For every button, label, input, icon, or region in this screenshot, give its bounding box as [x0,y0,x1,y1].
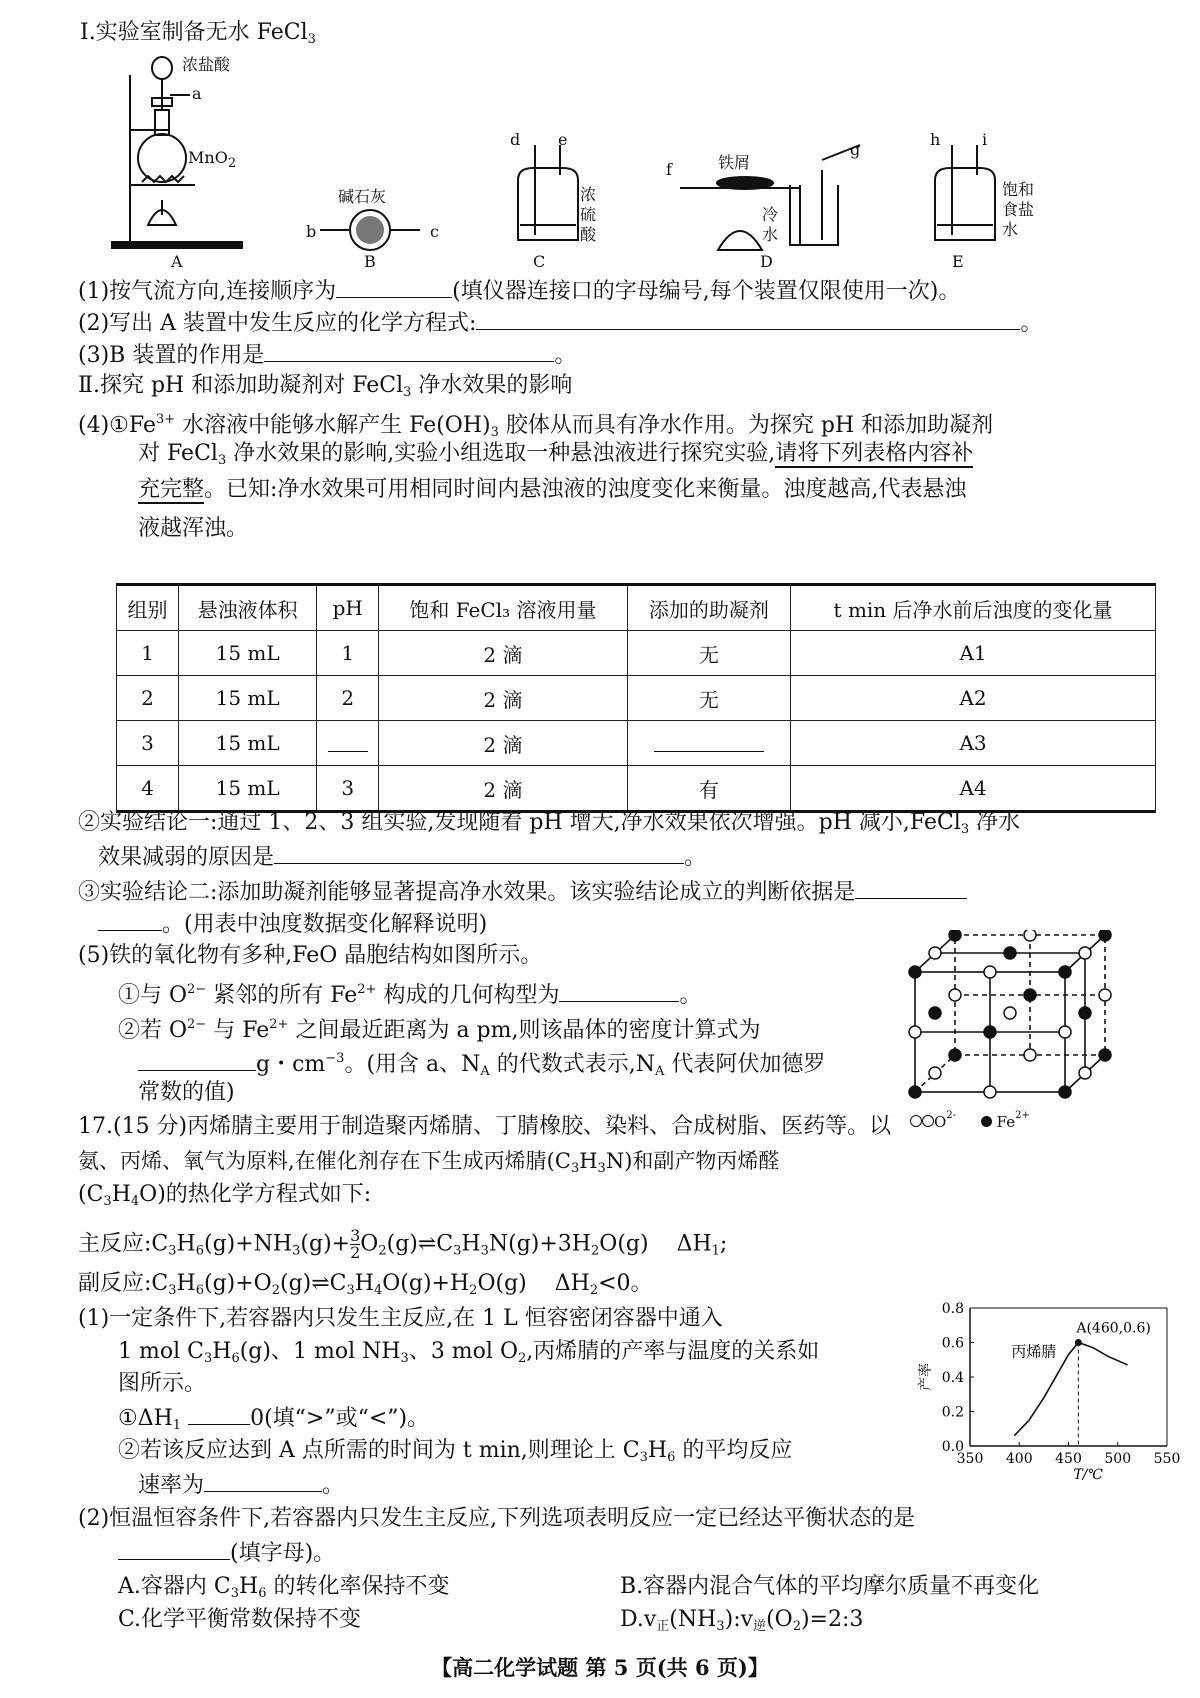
label-E: E [952,252,964,271]
table-cell: 无 [627,676,790,721]
answer-blank-1[interactable] [336,275,452,298]
x-tick-label: 500 [1104,1451,1132,1467]
label-b: b [306,222,317,241]
label-soda-lime: 碱石灰 [338,187,387,206]
table-cell: 有 [627,766,790,812]
table-cell-blank[interactable] [317,721,379,766]
question-1: (1)按气流方向,连接顺序为 (填仪器连接口的字母编号,每个装置仅限使用一次)。 [78,275,960,307]
table-row [117,721,1156,766]
answer-blank-c2[interactable] [855,876,967,899]
answer-blank-2[interactable] [476,307,1020,330]
table-cell: 15 mL [179,676,317,721]
soda-lime-fill [356,216,384,244]
o-legend-icon [922,1115,934,1127]
q17-1-line-2: 1 mol $C_3H_6(g)$、1 mol $NH_3$、3 mol $O_2$,丙烯腈的产率与温度的关系如 [118,1339,820,1366]
table-cell: 1 [117,631,179,676]
label-conc-h2so4: 浓 硫 酸 [580,185,597,244]
option-a: A.容器内 $C_3H_6$ 的转化率保持不变 [118,1574,450,1601]
q17-1-b-line-2: 速率为 。 [138,1469,344,1501]
side-reaction: 副反应$:C_3H_6(g)+O_2(g)\rightleftharpoons C_3H_4O(g)+H_2O(g)$ $\Delta H_2<0$。 [78,1271,653,1298]
label-A: A [171,252,183,271]
q4-line-1: $(4)①Fe^{3+}$ 水溶液中能够水解产生 $Fe(OH)_3$ 胶体从而具有净水作用。为探究 pH 和添加助凝剂 [78,412,994,440]
table-cell: 2 滴 [379,766,627,812]
q17-2-line-2: (填字母)。 [118,1537,335,1569]
table-header: 组别 [117,585,179,631]
q4-line-3: 充完整。已知:净水效果可用相同时间内悬浊液的浊度变化来衡量。浊度越高,代表悬浊 [138,477,967,502]
annotation-point [1075,1339,1082,1346]
answer-blank-c1[interactable] [274,841,684,864]
fe-legend-icon [981,1116,992,1127]
table-cell: A4 [791,766,1156,812]
experiment-table [116,583,1156,813]
table-cell: 2 滴 [379,721,627,766]
main-reaction: 主反应$:C_3H_6(g)+NH_3(g)+$ $\frac{3}{2}$ $O_2(g)\rightleftharpoons C_3H_3N(g)+3H_2O(g)$ $\Delta H_1$; [78,1226,728,1262]
answer-blank-17-2[interactable] [118,1537,230,1560]
q5-b-line-3: 常数的值) [138,1080,235,1105]
label-cold-water: 冷 水 [762,205,779,244]
answer-blank-q5a[interactable] [559,979,679,1002]
coagulant-answer-blank[interactable] [654,729,764,752]
label-e: e [558,130,568,149]
conclusion-2-line-2: 。(用表中浊度数据变化解释说明) [98,908,487,940]
table-cell: 2 滴 [379,631,627,676]
label-i: i [982,130,988,149]
y-tick-label: 0.2 [941,1404,964,1421]
x-tick-label: 450 [1055,1451,1082,1467]
option-d: $D.v_正(NH_3):v_逆(O_2)=2:3$ [620,1607,864,1634]
q17-1-a: $①\Delta H_1$ 0(填“>”或“<”)。 [118,1402,429,1441]
q5-b-line-2: g・$cm^{-3}$。(用含 a、$N_A$ 的代数式表示$,N_A$ 代表阿伏加德罗 [138,1044,825,1087]
label-f: f [666,160,672,179]
annotation-label: A(460,0.6) [1076,1320,1151,1337]
label-D: D [760,252,773,271]
x-tick-label: 350 [956,1451,984,1467]
table-row [117,631,1156,676]
q17-1-line-1: (1)一定条件下,若容器内只发生主反应,在 1 L 恒容密闭容器中通入 [78,1306,723,1331]
feo-unit-cell-figure [905,930,1125,1105]
table-cell: 15 mL [179,721,317,766]
answer-blank-c2b[interactable] [98,908,162,931]
conclusion-2-line-1: ③实验结论二:添加助凝剂能够显著提高净水效果。该实验结论成立的判断依据是 [78,876,967,908]
y-tick-label: 0.8 [941,1301,964,1317]
label-sat-brine: 饱和 食盐 水 [1002,180,1035,239]
page-footer: 【高二化学试题 第 5 页(共 6 页)】 [431,1655,769,1680]
label-B: B [364,252,376,271]
q4-line-2: 对 FeCl$_3$ 净水效果的影响,实验小组选取一种悬浊液进行探究实验,请将下列表格内容补 [138,441,974,468]
table-cell: A3 [791,721,1156,766]
conclusion-1-line-1: ②实验结论一:通过 1、2、3 组实验,发现随着 pH 增大,净水效果依次增强。pH 减小,FeCl$_3$ 净水 [78,810,1021,837]
table-cell-blank[interactable] [627,721,790,766]
q5-line-1: (5)铁的氧化物有多种,FeO 晶胞结构如图所示。 [78,943,543,968]
q17-1-b-line-1: ②若该反应达到 A 点所需的时间为 t min,则理论上 $C_3H_6$ 的平均反应 [118,1438,793,1465]
y-tick-label: 0.0 [941,1439,964,1455]
answer-blank-17-1b[interactable] [204,1469,322,1492]
section-heading-2: Ⅱ.探究 pH 和添加助凝剂对 FeCl$_3$ 净水效果的影响 [78,373,573,400]
q17-line-3: $(C_3H_4O)$的热化学方程式如下: [78,1182,372,1209]
table-cell: A1 [791,631,1156,676]
q17-line-1: 17.(15 分)丙烯腈主要用于制造聚丙烯腈、丁腈橡胶、染料、合成树脂、医药等。以 [78,1114,892,1139]
x-tick-label: 400 [1005,1451,1033,1467]
q17-2-line-1: (2)恒温恒容条件下,若容器内只发生主反应,下列选项表明反应一定已经达平衡状态的是 [78,1506,916,1531]
table-cell: 2 [117,676,179,721]
conclusion-1-line-2: 效果减弱的原因是 。 [98,841,706,873]
table-header: pH [317,585,379,631]
table-cell: 3 [117,721,179,766]
q4-line-4: 液越浑浊。 [138,516,249,541]
table-header: t min 后净水前后浊度的变化量 [791,585,1156,631]
answer-blank-3[interactable] [264,339,554,362]
label-conc-hcl: 浓盐酸 [182,55,231,74]
table-row [117,676,1156,721]
table-cell: 2 滴 [379,676,627,721]
table-row [117,766,1156,812]
question-2: (2)写出 A 装置中发生反应的化学方程式: 。 [78,307,1042,339]
q5-a: ①与 $O^{2-}$ 紧邻的所有 $Fe^{2+}$ 构成的几何构型为 。 [118,975,701,1011]
question-3: (3)B 装置的作用是 。 [78,339,576,371]
y-tick-label: 0.4 [941,1370,964,1386]
table-header-row [117,585,1156,631]
q17-line-2: 氨、丙烯、氧气为原料,在催化剂存在下生成丙烯腈$(C_3H_3N)$和副产物丙烯醛 [78,1149,780,1176]
answer-blank-17-1a[interactable] [188,1402,250,1425]
q5-b-line-1: ②若 $O^{2-}$ 与 $Fe^{2+}$ 之间最近距离为 a pm,则该晶体的密度计算式为 [118,1017,761,1043]
option-b: B.容器内混合气体的平均摩尔质量不再变化 [620,1574,1040,1599]
label-h: h [930,130,941,149]
y-tick-label: 0.6 [941,1335,964,1352]
table-cell: 无 [627,631,790,676]
label-c: c [430,222,439,241]
q17-1-line-3: 图所示。 [118,1371,207,1396]
ph-answer-blank[interactable] [328,729,368,752]
fraction-3-2: $\frac{3}{2}$ [350,1226,361,1262]
table-cell: A2 [791,676,1156,721]
y-axis-label: 产率 [918,1363,934,1391]
table-cell: 15 mL [179,631,317,676]
series-label: 丙烯腈 [1011,1342,1057,1361]
yield-temperature-chart [912,1298,1182,1483]
label-iron-filings: 铁屑 [718,153,751,172]
x-axis-label: T/℃ [1073,1467,1104,1483]
table-cell: 15 mL [179,766,317,812]
label-g: g [850,140,861,159]
x-tick-label: 550 [1153,1451,1181,1467]
o-legend-icon [910,1115,922,1127]
label-d: d [510,130,521,149]
table-cell: 3 [317,766,379,812]
option-c: C.化学平衡常数保持不变 [118,1607,362,1632]
answer-blank-q5b[interactable] [138,1048,256,1071]
label-a: a [192,84,202,103]
label-C: C [533,252,546,271]
table-header: 悬浊液体积 [179,585,317,631]
table-cell: 1 [317,631,379,676]
table-header: 添加的助凝剂 [627,585,790,631]
table-cell: 4 [117,766,179,812]
table-header: 饱和 FeCl₃ 溶液用量 [379,585,627,631]
section-heading-1: Ⅰ.实验室制备无水 FeCl$_3$ [80,20,316,47]
cell-legend: $O^{2-}$ $Fe^{2+}$ [910,1110,1030,1131]
label-mno2: MnO$_2$ [188,148,237,171]
table-cell: 2 [317,676,379,721]
